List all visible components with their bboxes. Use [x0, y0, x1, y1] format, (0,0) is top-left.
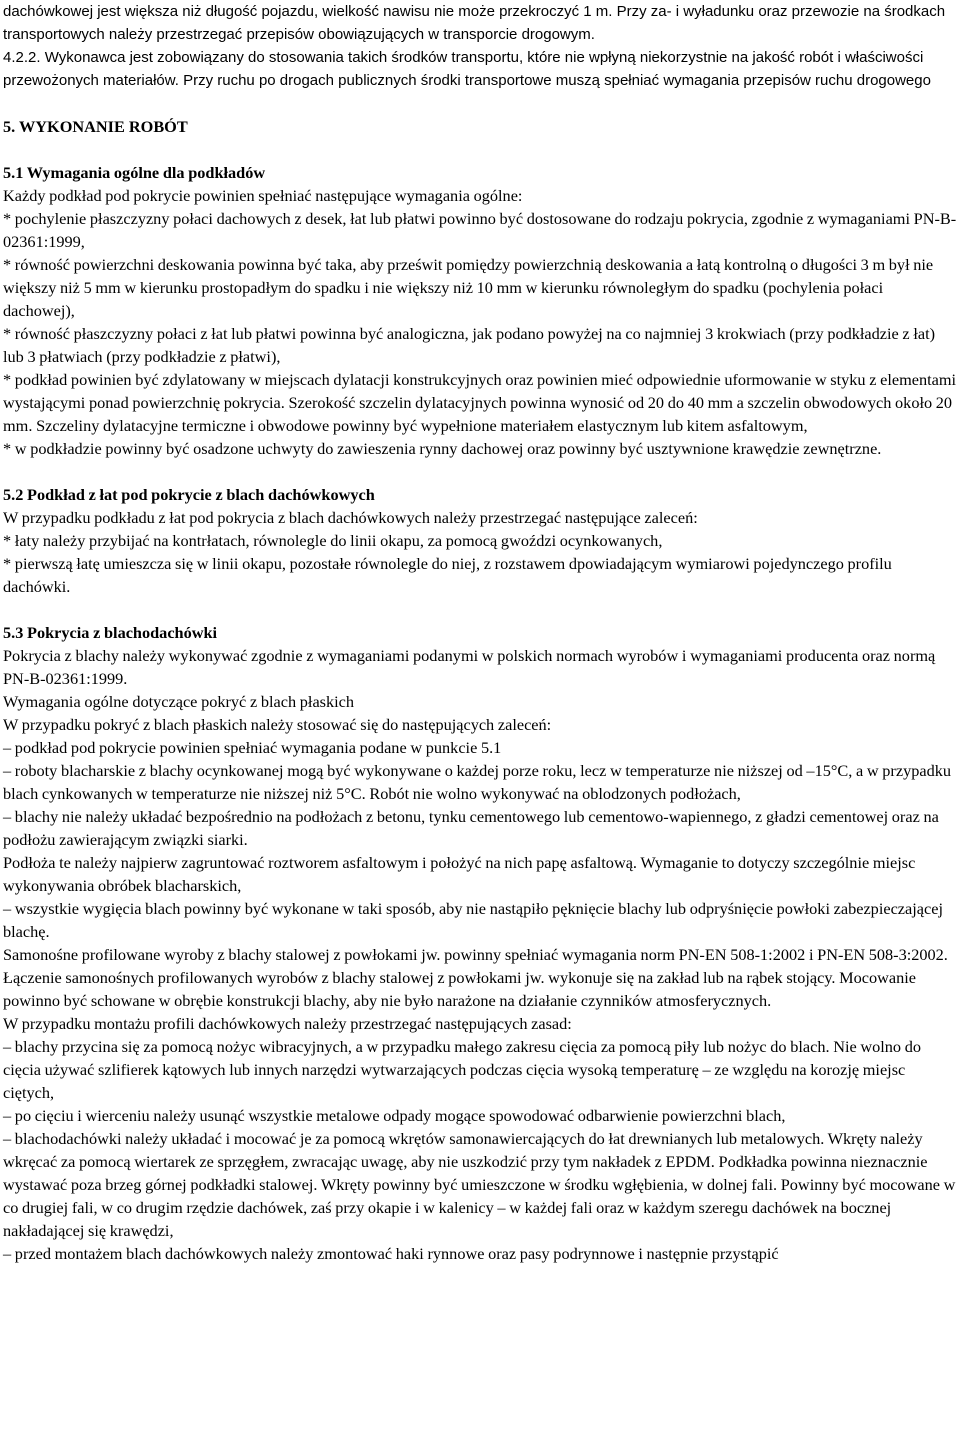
section-5-3 [3, 621, 957, 1265]
paragraph: * pochylenie płaszczyzny połaci dachowych z desek, łat lub płatwi powinno być dostosowane do rodzaju pokrycia, zgodnie z wymaganiami PN-B-02361:1999, [3, 209, 957, 251]
paragraph: * równość płaszczyzny połaci z łat lub płatwi powinna być analogiczna, jak podano powyżej na co najmniej 3 krokwiach (przy podkładzie z łat) lub 3 płatwiach (przy podkładzie z płatwi), [3, 324, 936, 366]
paragraph: – przed montażem blach dachówkowych należy zmontować haki rynnowe oraz pasy podrynnowe i następnie przystąpić [3, 1244, 779, 1263]
paragraph: – po cięciu i wierceniu należy usunąć wszystkie metalowe odpady mogące spowodować odbarwienie powierzchni blach, [3, 1106, 786, 1125]
paragraph: W przypadku podkładu z łat pod pokrycia z blach dachówkowych należy przestrzegać następujące zaleceń: [3, 508, 698, 527]
paragraph: * łaty należy przybijać na kontrłatach, równolegle do linii okapu, za pomocą gwoździ ocynkowanych, [3, 531, 663, 550]
paragraph: * równość powierzchni deskowania powinna być taka, aby prześwit pomiędzy powierzchnią deskowania a łatą kontrolną o długości 3 m był nie większy niż 5 mm w kierunku prostopadłym do spadku i nie większy niż 10 mm w kierunku równoległym do spadku (pochylenia połaci dachowej), [3, 255, 934, 320]
paragraph: W przypadku pokryć z blach płaskich należy stosować się do następujących zaleceń: [3, 715, 552, 734]
paragraph: – roboty blacharskie z blachy ocynkowanej mogą być wykonywane o każdej porze roku, lecz w temperaturze nie niższej od –15°C, a w przypadku blach cynkowanych w temperaturze nie niższej niż 5°C. Robót nie wolno wykonywać na oblodzonych podłożach, [3, 761, 952, 803]
section-title: 5. WYKONANIE ROBÓT [3, 117, 188, 136]
section-heading: 5.2 Podkład z łat pod pokrycie z blach dachówkowych [3, 485, 375, 504]
paragraph: – blachy przycina się za pomocą nożyc wibracyjnych, a w przypadku małego zakresu cięcia za pomocą piły lub nożyc do blach. Nie wolno do cięcia używać szlifierek kątowych lub innych narzędzi wytwarzających podczas cięcia wysoką temperaturę – ze względu na korozję miejsc ciętych, [3, 1037, 922, 1102]
paragraph: * pierwszą łatę umieszcza się w linii okapu, pozostałe równolegle do niej, z rozstawem dpowiadającym wymiarowi pojedynczego profilu dachówki. [3, 554, 892, 596]
paragraph: Pokrycia z blachy należy wykonywać zgodnie z wymaganiami podanymi w polskich normach wyrobów i wymaganiami producenta oraz normą PN-B-02361:1999. [3, 646, 936, 688]
paragraph: – blachodachówki należy układać i mocować je za pomocą wkrętów samonawiercających do łat drewnianych lub metalowych. Wkręty należy wkręcać za pomocą wiertarek ze sprzęgłem, zwracając uwagę, aby nie uszkodzić przy tym nakładek z EPDM. Podkładka powinna nieznacznie wystawać poza brzeg górnej podkładki stalowej. Wkręty powinny być umieszczone w środku wgłębienia, w dolnej fali. Powinny być mocowane w co drugiej fali, w co drugim rzędzie dachówek, zaś przy okapie i w kalenicy – w każdej fali oraz w każdym szeregu dachówek na bocznej nakładającej się krawędzi, [3, 1129, 956, 1240]
paragraph: Łączenie samonośnych profilowanych wyrobów z blachy stalowej z powłokami jw. wykonuje się na zakład lub na rąbek stojący. Mocowanie powinno być schowane w obrębie konstrukcji blachy, aby nie było narażone na działanie czynników atmosferycznych. [3, 968, 917, 1010]
paragraph: – podkład pod pokrycie powinien spełniać wymagania podane w punkcie 5.1 [3, 738, 502, 757]
paragraph: Podłoża te należy najpierw zagruntować roztworem asfaltowym i położyć na nich papę asfaltową. Wymaganie to dotyczy szczególnie miejsc wykonywania obróbek blacharskich, [3, 853, 916, 895]
section-5-1 [3, 161, 957, 460]
transport-paragraph: 4.2.2. Wykonawca jest zobowiązany do stosowania takich środków transportu, które nie wpłyną niekorzystnie na jakość robót i właściwości przewożonych materiałów. Przy ruchu po drogach publicznych środki transportowe muszą spełniać wymagania przepisów ruchu drogowego [3, 49, 931, 89]
paragraph: * w podkładzie powinny być osadzone uchwyty do zawieszenia rynny dachowej oraz powinny być usztywnione krawędzie zewnętrzne. [3, 439, 882, 458]
paragraph: Każdy podkład pod pokrycie powinien spełniać następujące wymagania ogólne: [3, 186, 523, 205]
section-heading: 5.1 Wymagania ogólne dla podkładów [3, 163, 266, 182]
paragraph: W przypadku montażu profili dachówkowych należy przestrzegać następujących zasad: [3, 1014, 572, 1033]
intro-block [3, 0, 957, 92]
intro-paragraph: dachówkowej jest większa niż długość pojazdu, wielkość nawisu nie może przekroczyć 1 m. Przy za- i wyładunku oraz przewozie na środkach transportowych należy przestrzegać przepisów obowiązujących w transporcie drogowym. [3, 3, 946, 43]
paragraph: Samonośne profilowane wyroby z blachy stalowej z powłokami jw. powinny spełniać wymagania norm PN-EN 508-1:2002 i PN-EN 508-3:2002. [3, 945, 948, 964]
paragraph: Wymagania ogólne dotyczące pokryć z blach płaskich [3, 692, 355, 711]
paragraph: – blachy nie należy układać bezpośrednio na podłożach z betonu, tynku cementowego lub cementowo-wapiennego, z gładzi cementowej oraz na podłożu zawierającym związki siarki. [3, 807, 939, 849]
paragraph: – wszystkie wygięcia blach powinny być wykonane w taki sposób, aby nie nastąpiło pęknięcie blachy lub odpryśnięcie powłoki zabezpieczającej blachę. [3, 899, 943, 941]
section-heading: 5.3 Pokrycia z blachodachówki [3, 623, 218, 642]
section-5-2 [3, 483, 957, 598]
paragraph: * podkład powinien być zdylatowany w miejscach dylatacji konstrukcyjnych oraz powinien mieć odpowiednie uformowanie w styku z elementami wystającymi ponad powierzchnię pokrycia. Szerokość szczelin dylatacyjnych powinna wynosić od 20 do 40 mm a szczelin obwodowych około 20 mm. Szczeliny dylatacyjne termiczne i obwodowe powinny być wypełnione materiałem elastycznym lub kitem asfaltowym, [3, 370, 957, 435]
